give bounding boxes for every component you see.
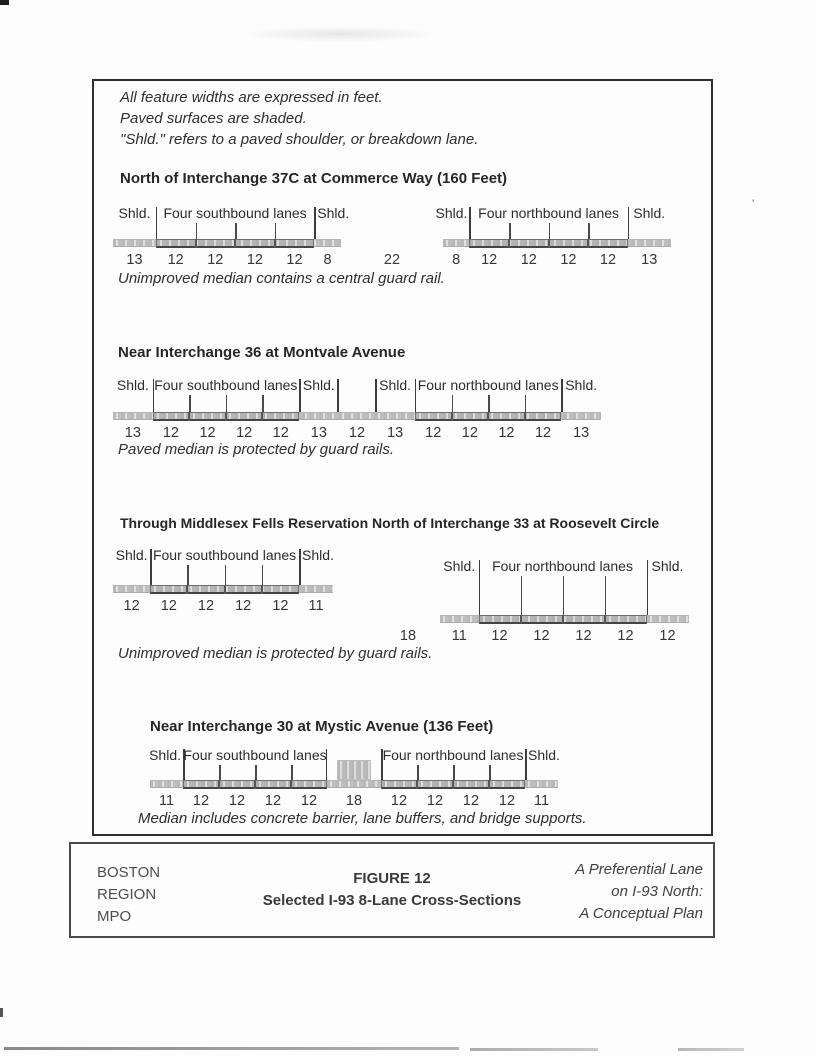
lane-divider-tick — [452, 395, 454, 412]
lane-divider-bar-tick — [548, 239, 550, 248]
width-number: 12 — [481, 252, 498, 268]
lanes-label: Four northbound lanes — [478, 205, 620, 221]
shoulder-label: Shld. — [435, 205, 468, 221]
shoulder-label: Shld. — [118, 205, 151, 221]
width-number: 12 — [520, 252, 537, 268]
roadway-northbound — [375, 377, 601, 454]
lanes-label: Four southbound lanes — [154, 377, 298, 393]
width-number: 13 — [126, 252, 143, 268]
shoulder-label: Shld. — [115, 547, 148, 563]
lane-divider-tick — [488, 395, 490, 412]
lane-divider-bar-tick — [604, 615, 606, 624]
roadway-northbound — [440, 558, 689, 657]
width-number: 12 — [498, 793, 516, 809]
lane-divider-tick — [489, 765, 491, 780]
note-line: "Shld." refers to a paved shoulder, or breakdown lane. — [120, 131, 479, 148]
lane-divider-tick — [291, 765, 293, 780]
median-width-number: 18 — [345, 793, 363, 809]
lane-divider-bar-tick — [487, 412, 489, 421]
median-width-number: 12 — [348, 425, 366, 441]
width-number: 12 — [617, 628, 634, 644]
width-number: 12 — [167, 252, 184, 268]
width-number: 11 — [451, 628, 467, 644]
shoulder-label: Shld. — [302, 377, 335, 393]
section-note: Unimproved median contains a central guard rail. — [118, 270, 445, 287]
shoulder-lane-boundary-line — [525, 749, 527, 780]
width-number: 12 — [300, 793, 318, 809]
width-number: 12 — [286, 252, 303, 268]
scan-line — [470, 1048, 598, 1051]
width-number: 11 — [308, 598, 324, 614]
lane-divider-bar-tick — [587, 239, 589, 248]
lane-divider-tick — [275, 223, 277, 239]
lane-divider-bar-tick — [562, 615, 564, 624]
lanes-label: Four southbound lanes — [183, 747, 327, 763]
report-title — [575, 859, 703, 925]
width-number: 12 — [491, 628, 508, 644]
lane-divider-bar-tick — [261, 585, 263, 594]
shoulder-label: Shld. — [379, 377, 412, 393]
lane-divider-bar-tick — [416, 780, 418, 789]
width-number: 12 — [272, 425, 289, 441]
lane-divider-tick — [453, 765, 455, 780]
width-number: 12 — [659, 628, 676, 644]
figure-title: Selected I-93 8-Lane Cross-Sections — [262, 892, 522, 909]
note-line: Paved surfaces are shaded. — [120, 110, 307, 127]
width-number: 8 — [323, 252, 332, 268]
median-barrier-block — [337, 760, 371, 780]
figure-number: FIGURE 12 — [353, 870, 431, 887]
lane-divider-tick — [225, 565, 227, 585]
shoulder-label: Shld. — [443, 558, 476, 574]
lane-divider-bar-tick — [488, 780, 490, 789]
lane-divider-bar-tick — [195, 239, 197, 248]
median-width-number: 18 — [399, 628, 417, 644]
lanes-label: Four northbound lanes — [417, 377, 559, 393]
width-number: 12 — [235, 598, 252, 614]
width-number: 12 — [462, 793, 480, 809]
lane-divider-tick — [255, 765, 257, 780]
scan-line — [4, 1047, 459, 1050]
median-pavement-bar — [327, 780, 381, 788]
width-number: 12 — [498, 425, 515, 441]
lane-divider-tick — [226, 395, 228, 412]
width-number: 12 — [560, 252, 577, 268]
shoulder-lane-boundary-line — [314, 207, 316, 239]
width-number: 12 — [246, 252, 263, 268]
lane-divider-tick — [189, 395, 191, 412]
lane-divider-bar-tick — [520, 615, 522, 624]
width-number: 13 — [124, 425, 141, 441]
report-title-line: A Preferential Lane — [575, 861, 703, 878]
lane-divider-tick — [563, 576, 565, 615]
lane-divider-tick — [262, 395, 264, 412]
width-number: 12 — [197, 598, 215, 614]
scan-speck: ' — [752, 197, 755, 211]
lane-divider-tick — [521, 576, 523, 615]
median-width-number: 22 — [383, 252, 401, 268]
lane-divider-bar-tick — [234, 239, 236, 248]
note-line: All feature widths are expressed in feet. — [120, 89, 383, 106]
lane-divider-tick — [509, 223, 511, 239]
lane-divider-tick — [219, 765, 221, 780]
lane-divider-bar-tick — [290, 780, 292, 789]
scan-speck — [0, 0, 9, 5]
lane-divider-bar-tick — [508, 239, 510, 248]
width-number: 12 — [534, 425, 552, 441]
width-number: 13 — [573, 425, 590, 441]
width-number: 12 — [533, 628, 550, 644]
shoulder-label: Shld. — [116, 377, 149, 393]
shoulder-label: Shld. — [317, 205, 350, 221]
shoulder-label: Shld. — [633, 205, 666, 221]
width-number: 13 — [310, 425, 327, 441]
section-heading: Through Middlesex Fells Reservation North of Interchange 33 at Roosevelt Circle — [120, 515, 660, 531]
section-heading: Near Interchange 36 at Montvale Avenue — [118, 344, 406, 361]
lane-divider-bar-tick — [254, 780, 256, 789]
lane-divider-tick — [196, 223, 198, 239]
lane-divider-bar-tick — [225, 412, 227, 421]
lane-divider-tick — [235, 223, 237, 239]
shoulder-label: Shld. — [565, 377, 598, 393]
section-heading: Near Interchange 30 at Mystic Avenue (136 Feet) — [150, 718, 494, 735]
scan-smudge — [240, 26, 440, 42]
title-block — [69, 842, 715, 938]
scan-line — [678, 1048, 744, 1051]
lane-divider-bar-tick — [218, 780, 220, 789]
lane-divider-bar-tick — [261, 412, 263, 421]
lanes-label: Four southbound lanes — [152, 547, 297, 563]
roadway-southbound — [113, 547, 333, 627]
width-number: 12 — [199, 425, 216, 441]
section-note: Median includes concrete barrier, lane buffers, and bridge supports. — [138, 810, 587, 827]
report-title-line: on I-93 North: — [611, 883, 703, 900]
org-line: MPO — [97, 908, 132, 925]
width-number: 12 — [461, 425, 478, 441]
width-number: 12 — [264, 793, 282, 809]
figure-notes — [120, 87, 478, 150]
lane-divider-tick — [187, 565, 189, 585]
lane-divider-bar-tick — [524, 412, 526, 421]
shoulder-label: Shld. — [149, 747, 181, 763]
shoulder-label: Shld. — [302, 547, 334, 563]
width-number: 13 — [641, 252, 658, 268]
lane-divider-bar-tick — [186, 585, 188, 594]
lane-divider-tick — [549, 223, 551, 239]
width-number: 12 — [236, 425, 253, 441]
lane-divider-bar-tick — [274, 239, 276, 248]
lane-divider-tick — [588, 223, 590, 239]
lane-divider-tick — [417, 765, 419, 780]
lanes-label: Four northbound lanes — [382, 747, 524, 763]
roadway-northbound — [435, 205, 671, 281]
org-line: REGION — [97, 886, 157, 903]
width-number: 12 — [228, 793, 246, 809]
width-number: 12 — [162, 425, 179, 441]
section-heading: North of Interchange 37C at Commerce Way (160 Feet) — [120, 170, 508, 187]
width-number: 12 — [192, 793, 210, 809]
shoulder-label: Shld. — [651, 558, 684, 574]
lanes-label: Four northbound lanes — [492, 558, 633, 574]
section-note: Paved median is protected by guard rails. — [118, 441, 394, 458]
width-number: 11 — [533, 793, 550, 809]
width-number: 13 — [387, 425, 404, 441]
lanes-label: Four southbound lanes — [163, 205, 307, 221]
width-number: 12 — [426, 793, 444, 809]
lane-divider-bar-tick — [452, 780, 454, 789]
width-number: 11 — [158, 793, 175, 809]
org-line: BOSTON — [97, 864, 161, 881]
shoulder-label: Shld. — [528, 747, 560, 763]
report-title-line: A Conceptual Plan — [579, 905, 703, 922]
section-note: Unimproved median is protected by guard rails. — [118, 645, 433, 662]
width-number: 12 — [207, 252, 224, 268]
lane-divider-tick — [525, 395, 527, 412]
width-number: 12 — [575, 628, 592, 644]
width-number: 12 — [123, 598, 140, 614]
scan-speck — [0, 1008, 3, 1017]
width-number: 12 — [272, 598, 289, 614]
width-number: 8 — [452, 252, 461, 268]
lane-divider-tick — [605, 576, 607, 615]
width-number: 12 — [390, 793, 408, 809]
width-number: 12 — [599, 252, 617, 268]
lane-divider-tick — [262, 565, 264, 585]
width-number: 12 — [160, 598, 177, 614]
median-pavement-bar — [339, 412, 376, 420]
shoulder-lane-boundary-line — [299, 549, 301, 585]
lane-divider-bar-tick — [188, 412, 190, 421]
lane-divider-bar-tick — [224, 585, 226, 594]
width-number: 12 — [425, 425, 442, 441]
lane-divider-bar-tick — [451, 412, 453, 421]
